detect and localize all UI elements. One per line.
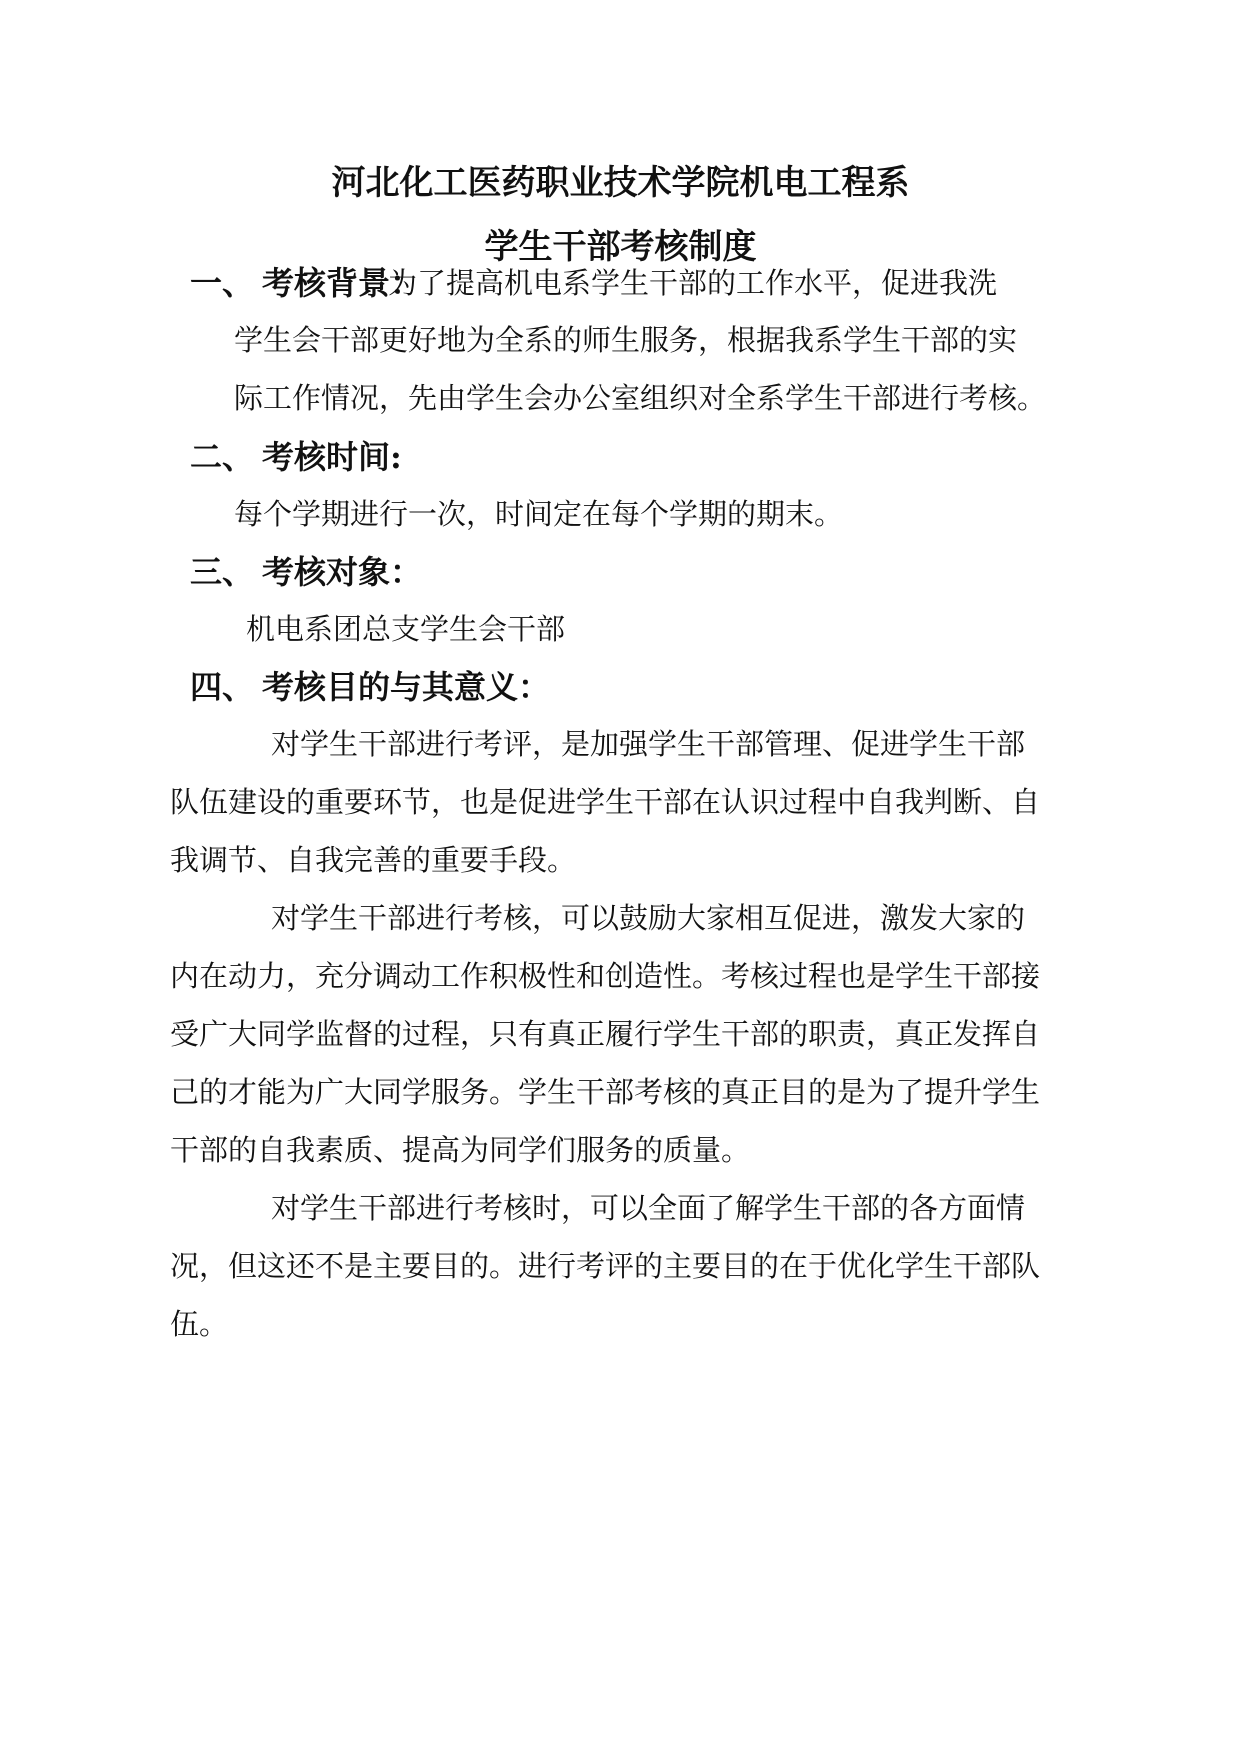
paragraph-line: 己的才能为广大同学服务。学生干部考核的真正目的是为了提升学生 (170, 1075, 1041, 1109)
body-line: 为了提高机电系学生干部的工作水平，促进我洗 (388, 266, 998, 300)
paragraph-line: 受广大同学监督的过程，只有真正履行学生干部的职责，真正发挥自 (170, 1017, 1041, 1051)
paragraph-line: 对学生干部进行考评，是加强学生干部管理、促进学生干部 (271, 727, 1026, 761)
paragraph-line: 对学生干部进行考核时，可以全面了解学生干部的各方面情 (271, 1191, 1026, 1225)
paragraph-line: 况，但这还不是主要目的。进行考评的主要目的在于优化学生干部队 (170, 1249, 1041, 1283)
section-label: 考核对象： (262, 553, 423, 591)
section-heading-target (190, 551, 422, 593)
section-label: 考核时间: (262, 438, 402, 476)
section-number: 一、 (190, 264, 255, 302)
section-label: 考核目的与其意义： (262, 668, 551, 706)
section-heading-time (190, 436, 402, 478)
section-label: 考核背景： (262, 264, 423, 302)
paragraph-line: 队伍建设的重要环节，也是促进学生干部在认识过程中自我判断、自 (170, 785, 1041, 819)
body-line: 际工作情况，先由学生会办公室组织对全系学生干部进行考核。 (234, 381, 1047, 415)
section-heading-purpose (190, 666, 550, 708)
body-line: 学生会干部更好地为全系的师生服务，根据我系学生干部的实 (234, 323, 1018, 357)
section-number: 四、 (190, 668, 255, 706)
section-number: 三、 (190, 553, 255, 591)
paragraph-line: 我调节、自我完善的重要手段。 (170, 843, 577, 877)
document-title: 河北化工医药职业技术学院机电工程系 (331, 163, 910, 203)
paragraph-line: 伍。 (170, 1307, 229, 1341)
paragraph-line: 对学生干部进行考核，可以鼓励大家相互促进，激发大家的 (271, 901, 1026, 935)
body-line: 机电系团总支学生会干部 (246, 612, 566, 646)
paragraph-line: 干部的自我素质、提高为同学们服务的质量。 (170, 1133, 751, 1167)
document-subtitle: 学生干部考核制度 (484, 227, 757, 267)
section-number: 二、 (190, 438, 255, 476)
paragraph-line: 内在动力，充分调动工作积极性和创造性。考核过程也是学生干部接 (170, 959, 1041, 993)
body-line: 每个学期进行一次，时间定在每个学期的期末。 (234, 497, 844, 531)
